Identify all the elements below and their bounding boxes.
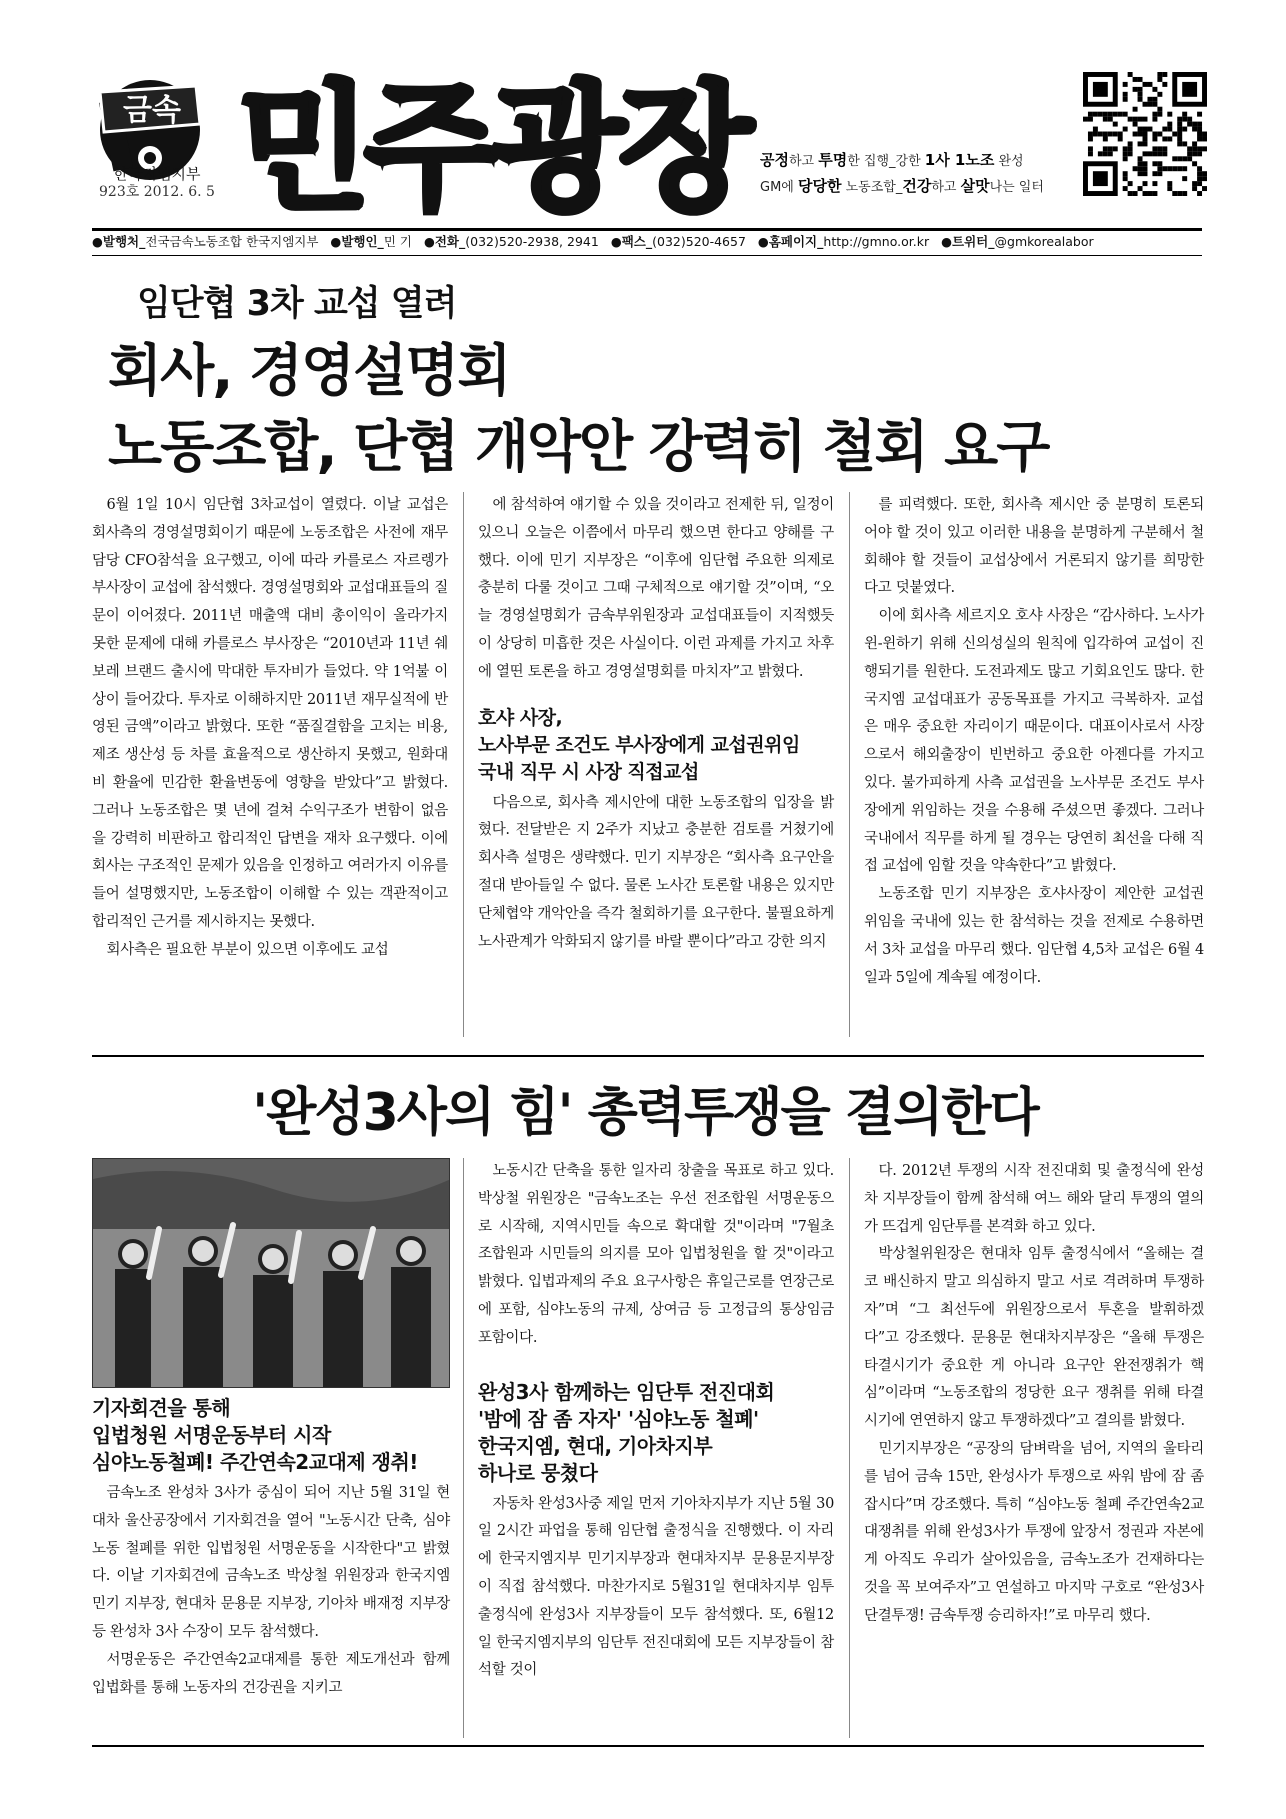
masthead-title [222, 68, 762, 218]
slogan-run: GM에 [760, 180, 798, 195]
info-label: ●팩스_ [610, 234, 653, 249]
rally-photo-image [93, 1159, 450, 1388]
slogan-run: 1사 1노조 [924, 151, 995, 169]
slogan-run: 하고 [931, 180, 961, 195]
article1-headline-line2: 노동조합, 단협 개악안 강력히 철회 요구 [108, 415, 1049, 480]
slogan-run: 하고 [788, 154, 819, 169]
section-divider [92, 1055, 1204, 1057]
paragraph: 다음으로, 회사측 제시안에 대한 노동조합의 입장을 밝혔다. 전달받은 지 2주가 지났고 충분한 검토를 거쳤기에 회사측 설명은 생략했다. 민기 지부장은 “회사측 요구안을 절대 받아들일 수 없다. 물론 노사간 토론할 내용은 있지만 단체협약 개악안을 즉각 철회하기를 요구한다. 불필요하게 노사관계가 악화되지 않기를 바랄 뿐이다”라고 강한 의지 [478, 794, 834, 950]
logo-text: 금속 [123, 93, 181, 128]
rally-photo [92, 1158, 450, 1388]
issue-number: 923호 2012. 6. 5 [99, 184, 215, 200]
slogan-run: 공정 [760, 151, 789, 169]
slogan-run: 노동조합_ [841, 180, 903, 195]
info-item [330, 234, 418, 249]
slogan-run: 살맛 [960, 177, 990, 195]
info-label: ●전화_ [423, 234, 466, 249]
info-value: @gmkorealabor [994, 234, 1094, 249]
slogan-line-1 [760, 148, 1090, 174]
article2-headline: '완성3사의 힘' 총력투쟁을 결의한다 [252, 1083, 1038, 1143]
article1-column-2 [478, 492, 834, 956]
qr-code[interactable] [1083, 72, 1207, 196]
column-divider [463, 1158, 464, 1738]
article1-subheading: 호샤 사장, 노사부문 조건도 부사장에게 교섭권위임 국내 직무 시 사장 직접교섭 [478, 706, 800, 783]
article2-subheading-2: 완성3사 함께하는 임단투 전진대회 '밤에 잠 좀 자자' '심야노동 철폐' 한국지엠, 현대, 기아차지부 하나로 뭉쳤다 [478, 1379, 775, 1485]
column-divider [849, 492, 850, 1037]
paragraph: 자동차 완성3사중 제일 먼저 기아차지부가 지난 5월 30일 2시간 파업을 통해 임단협 출정식을 진행했다. 이 자리에 한국지엠지부 민기지부장과 현대차지부 문용문지부장이 직접 참석했다. 마찬가지로 5월31일 현대차지부 임투출정식에 완성3사 지부장들이 모두 참석했다. 또, 6월12일 한국지엠지부의 임단투 전진대회에 모든 지부장들이 참석할 것이 [478, 1495, 834, 1679]
info-label: ●트위터_ [941, 234, 995, 249]
article2-column-2 [478, 1158, 834, 1685]
paragraph: 서명운동은 주간연속2교대제를 통한 제도개선과 함께 입법화를 통해 노동자의 건강권을 지키고 [92, 1651, 450, 1696]
org-name: 한국지엠지부 [113, 165, 201, 183]
column-divider [463, 492, 464, 1037]
paragraph: 노동조합 민기 지부장은 호샤사장이 제안한 교섭권 위임을 국내에 있는 한 참석하는 것을 전제로 수용하면서 3차 교섭을 마무리 했다. 임단협 4,5차 교섭은 6월 4일과 5일에 계속될 예정이다. [864, 886, 1204, 986]
info-item [758, 234, 935, 249]
paragraph: 민기지부장은 “공장의 담벼락을 넘어, 지역의 울타리를 넘어 금속 15만, 완성사가 투쟁으로 싸워 밤에 잠 좀 잡시다”며 강조했다. 특히 “심야노동 철폐 주간연속2교대쟁취를 위해 완성3사가 투쟁에 앞장서 정권과 자본에게 아직도 우리가 살아있음을, 금속노조가 건재하다는 것을 꼭 보여주자”고 연설하고 마지막 구호로 “완성3사 단결투쟁! 금속투쟁 승리하자!”로 마무리 했다. [864, 1440, 1204, 1624]
info-item [941, 234, 1100, 249]
info-value: (032)520-4657 [652, 234, 746, 249]
slogan-run: 당당한 [797, 177, 842, 195]
article1-headline-line1: 회사, 경영설명회 [108, 339, 510, 404]
info-item [92, 234, 324, 249]
info-label: ●발행인_ [330, 234, 384, 249]
publisher-info-bar [92, 228, 1202, 256]
article1-headline [108, 334, 1208, 486]
paragraph: 회사측은 필요한 부분이 있으면 이후에도 교섭 [106, 941, 389, 958]
info-value: 민 기 [383, 234, 412, 249]
article2-column-1 [92, 1395, 450, 1702]
masthead-org-block [92, 165, 222, 201]
info-label: ●홈페이지_ [757, 234, 824, 249]
paragraph: 에 참석하여 얘기할 수 있을 것이라고 전제한 뒤, 일정이 있으니 오늘은 이쯤에서 마무리 했으면 한다고 양해를 구했다. 이에 민기 지부장은 “이후에 임단협 주요한 의제로 충분히 다룰 것이고 그때 구체적으로 얘기할 것”이며, “오늘 경영설명회가 금속부위원장과 교섭대표들이 지적했듯이 상당히 미흡한 것은 사실이다. 이런 과제를 가지고 차후에 열띤 토론을 하고 경영설명회를 마치자”고 밝혔다. [478, 497, 834, 680]
paragraph: 이에 회사측 세르지오 호샤 사장은 “감사하다. 노사가 윈-윈하기 위해 신의성실의 원칙에 입각하여 교섭이 진행되기를 원한다. 도전과제도 많고 기회요인도 많다. 한국지엠 교섭대표가 공동목표를 가지고 극복하자. 교섭은 매우 중요한 자리이기 때문이다. 대표이사로서 사장으로서 해외출장이 빈번하고 중요한 아젠다를 가지고 있다. 불가피하게 사측 교섭권을 노사부문 조건도 부사장에게 위임하는 것을 수용해 주셨으면 좋겠다. 그러나 국내에서 직무를 하게 될 경우는 당연히 최선을 다해 직접 교섭에 임할 것을 약속한다”고 밝혔다. [864, 608, 1204, 875]
slogan-line-2 [760, 174, 1090, 200]
info-value: 전국금속노동조합 한국지엠지부 [145, 234, 319, 249]
column-divider [849, 1158, 850, 1738]
article1-kicker: 임단협 3차 교섭 열려 [137, 284, 457, 324]
masthead-title-text: 민주광장 [237, 68, 747, 218]
article2-column-3 [864, 1158, 1204, 1631]
info-value: http://gmno.or.kr [823, 234, 930, 249]
article2-subheading-1: 기자회견을 통해 입법청원 서명운동부터 시작 심야노동철폐! 주간연속2교대제 쟁취! [92, 1396, 418, 1474]
info-label: ●발행처_ [92, 234, 146, 249]
info-item [424, 234, 605, 249]
article1-column-1 [92, 492, 448, 965]
info-value: (032)520-2938, 2941 [465, 234, 599, 249]
slogan [760, 148, 1090, 200]
paragraph: 노동시간 단축을 통한 일자리 창출을 목표로 하고 있다. 박상철 위원장은 "금속노조는 우선 전조합원 서명운동으로 시작해, 지역시민들 속으로 확대할 것"이라며 "7월초 조합원과 시민들의 의지를 모아 입법청원을 할 것"이라고 밝혔다. 입법과제의 주요 요구사항은 휴일근로를 연장근로에 포함, 심야노동의 규제, 상여금 등 고정급의 통상임금 포함이다. [478, 1163, 834, 1346]
slogan-run: 투명 [818, 151, 848, 169]
paragraph: 박상철위원장은 현대차 임투 출정식에서 “올해는 결코 배신하지 말고 의심하지 말고 서로 격려하며 투쟁하자”며 “그 최선두에 위원장으로서 투혼을 발휘하겠다”고 강조했다. 문용문 현대차지부장은 “올해 투쟁은 타결시기가 중요한 게 아니라 요구안 완전쟁취가 핵심”이라며 “노동조합의 정당한 요구 쟁취를 위해 타결시기에 연연하지 않고 투쟁하겠다”고 결의를 밝혔다. [864, 1246, 1204, 1430]
info-item [611, 234, 752, 249]
slogan-run: 건강 [902, 177, 932, 195]
paragraph: 6월 1일 10시 임단협 3차교섭이 열렸다. 이날 교섭은 회사측의 경영설명회이기 때문에 노동조합은 사전에 재무담당 CFO참석을 요구했고, 이에 따라 카를로스 자르렝가 부사장이 교섭에 참석했다. 경영설명회와 교섭대표들의 질문이 이어졌다. 2011년 매출액 대비 총이익이 올라가지 못한 문제에 대해 카를로스 부사장은 “2010년과 11년 쉐보레 브랜드 출시에 막대한 투자비가 들었다. 약 1억불 이상이 들어갔다. 투자로 이해하지만 2011년 재무실적에 반영된 금액”이라고 밝혔다. 또한 “품질결함을 고치는 비용, 제조 생산성 등 차를 효율적으로 생산하지 못했고, 원화대비 환율에 민감한 환율변동에 영향을 받았다”고 밝혔다. 그러나 노동조합은 몇 년에 걸쳐 수익구조가 변함이 없음을 강력히 비판하고 합리적인 답변을 재차 요구했다. 이에 회사는 구조적인 문제가 있음을 인정하고 여러가지 이유를 들어 설명했지만, 노동조합이 이해할 수 있는 객관적이고 합리적인 근거를 제시하지는 못했다. [92, 497, 448, 930]
slogan-run: 완성 [994, 154, 1024, 169]
paragraph: 를 피력했다. 또한, 회사측 제시안 중 분명히 토론되어야 할 것이 있고 이러한 내용을 분명하게 구분해서 철회해야 할 것들이 교섭상에서 거론되지 않기를 희망한다고 덧붙였다. [864, 497, 1204, 597]
paragraph: 금속노조 완성차 3사가 중심이 되어 지난 5월 31일 현대차 울산공장에서 기자회견을 열어 "노동시간 단축, 심야노동 철폐를 위한 입법청원 서명운동을 시작한다"고 밝혔다. 이날 기자회견에 금속노조 박상철 위원장과 한국지엠 민기 지부장, 현대차 문용문 지부장, 기아차 배재정 지부장 등 완성차 3사 수장이 모두 참석했다. [92, 1485, 450, 1640]
bottom-rule [92, 1745, 1204, 1747]
article1-column-3 [864, 492, 1204, 992]
slogan-run: 한 집행_강한 [847, 154, 925, 169]
paragraph: 다. 2012년 투쟁의 시작 전진대회 및 출정식에 완성차 지부장들이 함께 참석해 여느 해와 달리 투쟁의 열의가 뜨겁게 임단투를 본격화 하고 있다. [864, 1163, 1204, 1235]
slogan-run: 나는 일터 [989, 180, 1044, 195]
